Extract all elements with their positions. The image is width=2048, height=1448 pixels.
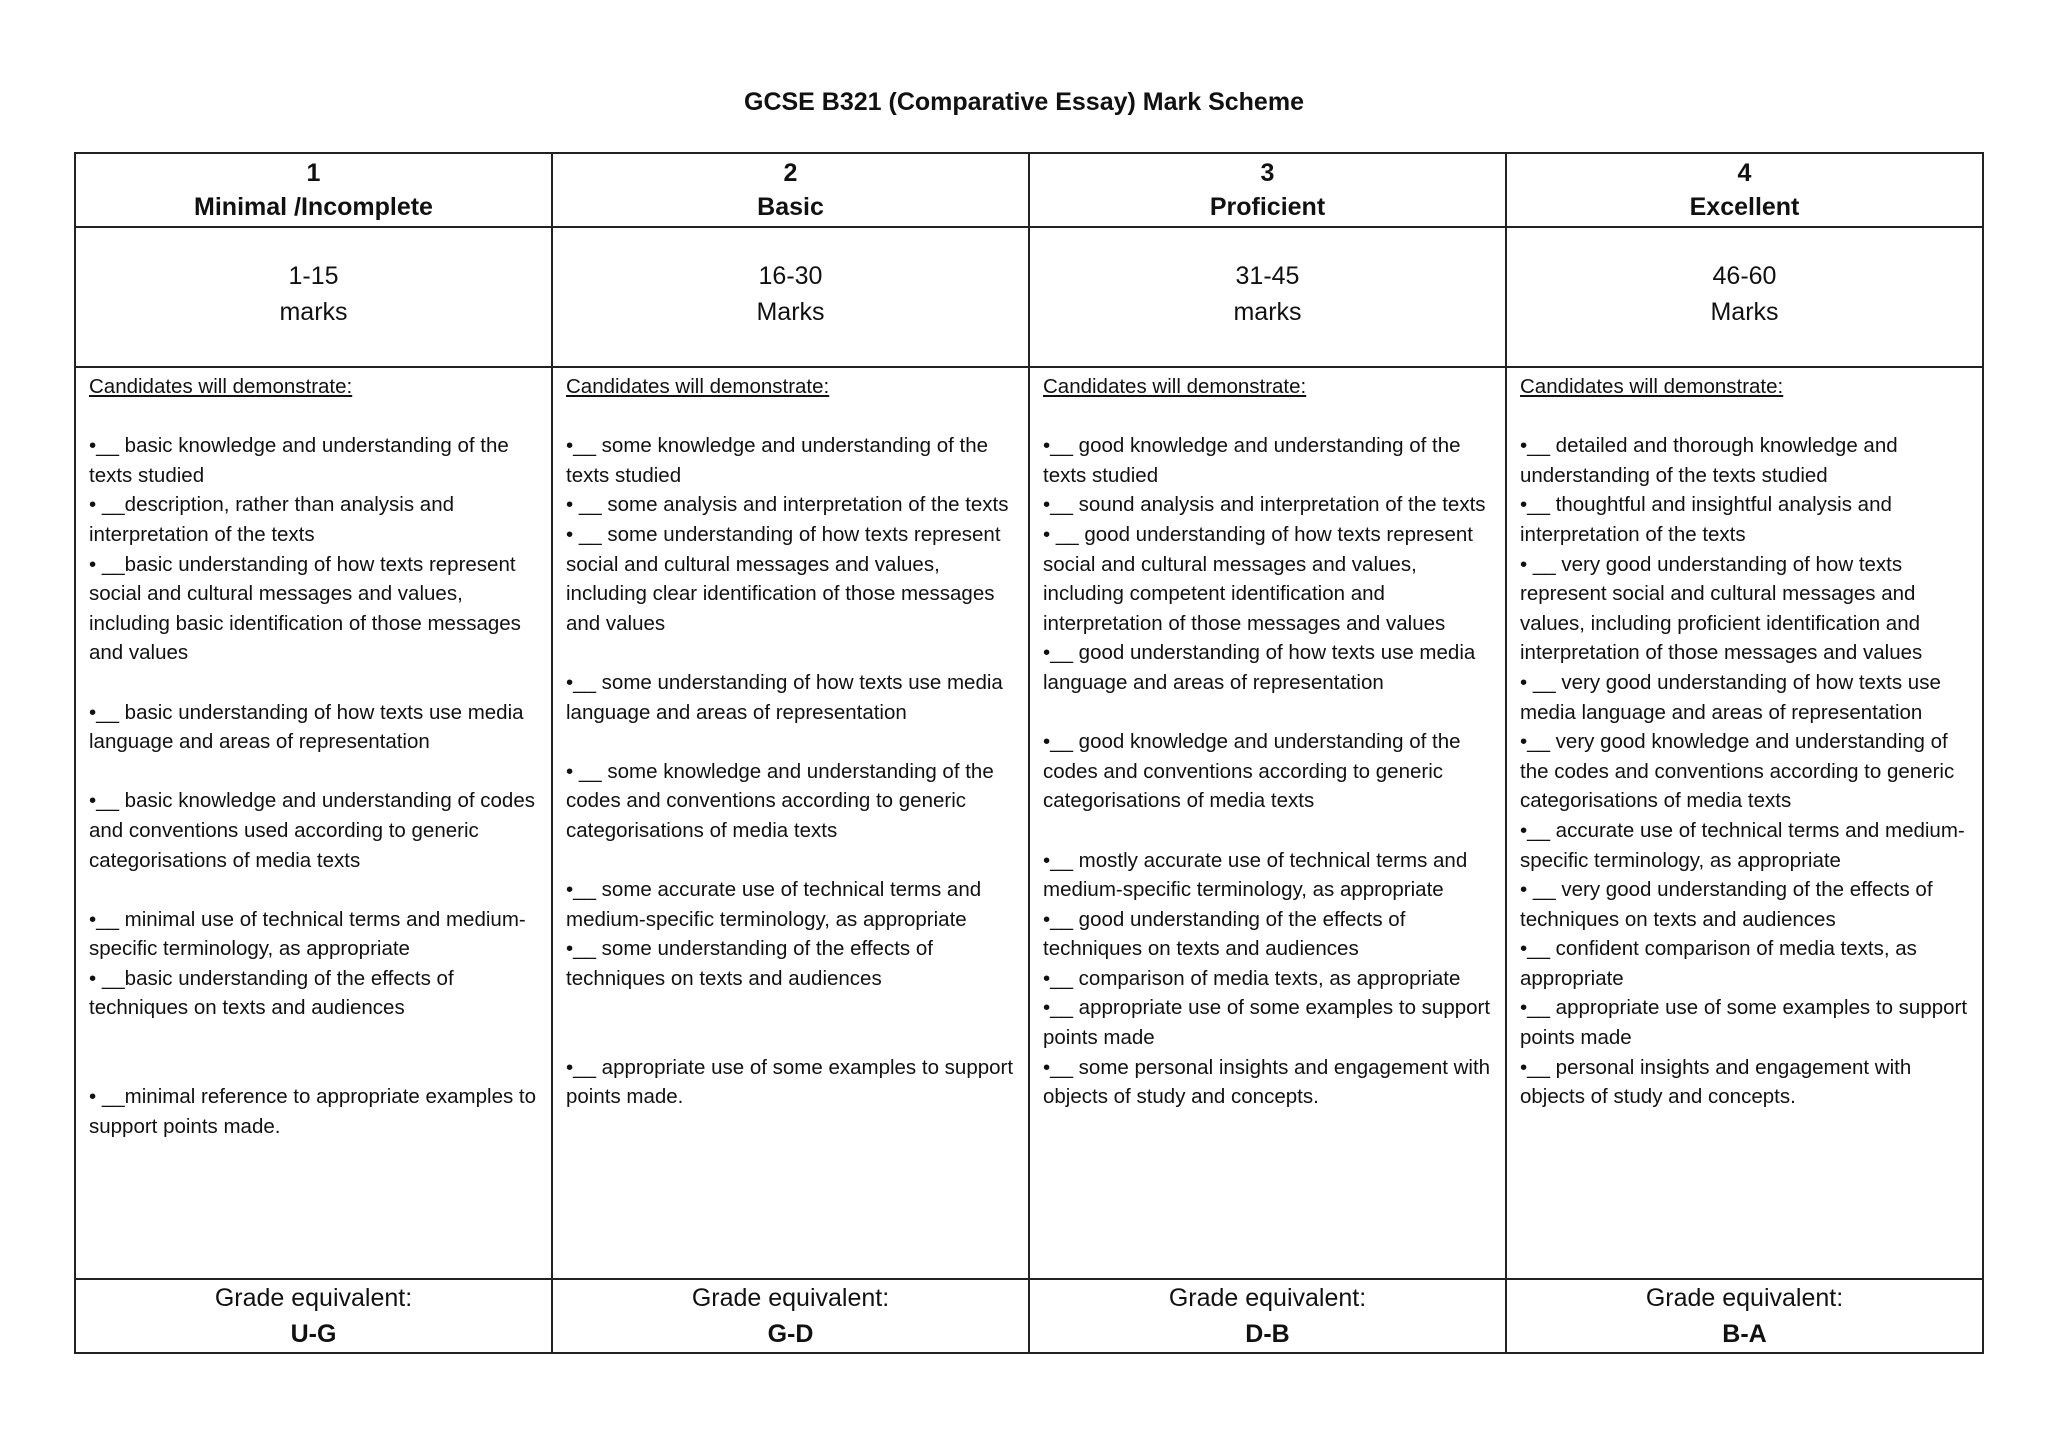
grade-cell-2	[552, 1279, 1029, 1353]
criterion: •__ basic knowledge and understanding of codes and conventions used according to generic categorisations of media texts	[89, 789, 535, 872]
criterion: •__ mostly accurate use of technical terms and medium-specific terminology, as appropriate	[1043, 848, 1468, 902]
criterion: •__ appropriate use of some examples to support points made	[1520, 996, 1968, 1050]
criterion: •__ confident comparison of media texts, as appropriate	[1520, 937, 1917, 990]
grade-value: B-A	[1722, 1320, 1767, 1348]
criterion: •__ sound analysis and interpretation of the texts	[1043, 493, 1486, 517]
grade-cell-3	[1029, 1279, 1506, 1353]
marks-row	[75, 227, 1983, 367]
criteria-cell	[552, 367, 1029, 1279]
criterion: •__ appropriate use of some examples to support points made.	[566, 1055, 1014, 1109]
criteria-spacer	[566, 846, 1016, 876]
level-number: 1	[306, 159, 321, 187]
criterion: •__ personal insights and engagement with objects of study and concepts.	[1520, 1055, 1912, 1109]
criteria-spacer	[89, 668, 539, 698]
level-number: 2	[783, 159, 798, 187]
criterion: • __basic understanding of how texts represent social and cultural messages and values, including basic identification of those messages and values	[89, 552, 521, 665]
marks-cell-2	[552, 227, 1029, 367]
criteria-cell	[75, 367, 552, 1279]
level-number: 3	[1260, 159, 1275, 187]
marks-cell-4	[1506, 227, 1983, 367]
marks-range: 16-30	[758, 262, 823, 290]
criteria-intro: Candidates will demonstrate:	[566, 375, 830, 398]
criterion: •__ good knowledge and understanding of the texts studied	[1043, 434, 1461, 487]
marks-word: Marks	[1710, 298, 1779, 326]
criteria-spacer	[89, 757, 539, 787]
level-name: Minimal /Incomplete	[194, 193, 433, 221]
criterion: •__ minimal use of technical terms and medium-specific terminology, as appropriate	[89, 907, 526, 961]
criterion: • __ some analysis and interpretation of the texts	[566, 493, 1009, 517]
grade-label: Grade equivalent:	[1168, 1284, 1367, 1312]
criterion: •__ some accurate use of technical terms and medium-specific terminology, as appropriate	[566, 878, 982, 931]
marks-range: 46-60	[1712, 262, 1777, 290]
criterion: •__ some personal insights and engagement with objects of study and concepts.	[1043, 1055, 1491, 1109]
criteria-spacer	[89, 1023, 539, 1053]
criteria-intro: Candidates will demonstrate:	[1043, 375, 1307, 398]
grade-cell-4	[1506, 1279, 1983, 1353]
marks-range: 31-45	[1235, 262, 1300, 290]
criteria-spacer	[89, 875, 539, 905]
criterion: •__ detailed and thorough knowledge and understanding of the texts studied	[1520, 434, 1898, 487]
criterion: • __ very good understanding of how texts represent social and cultural messages and values, including proficient identification and interpretation of those messages and values	[1520, 552, 1923, 665]
criteria-spacer	[566, 1023, 1016, 1053]
marks-word: marks	[279, 298, 348, 326]
criterion: • __ some understanding of how texts represent social and cultural messages and values, including clear identification of those messages and values	[566, 522, 1001, 635]
criteria-row	[75, 367, 1983, 1279]
criterion: • __ very good understanding of the effects of techniques on texts and audiences	[1520, 878, 1933, 931]
grade-label: Grade equivalent:	[1645, 1284, 1844, 1312]
level-header-4	[1506, 153, 1983, 227]
criterion: • __ some knowledge and understanding of the codes and conventions according to generic categorisations of media texts	[566, 759, 994, 842]
criterion: • __description, rather than analysis and interpretation of the texts	[89, 493, 455, 546]
marks-range: 1-15	[288, 262, 339, 290]
criterion: • __minimal reference to appropriate examples to support points made.	[89, 1085, 537, 1138]
level-header-2	[552, 153, 1029, 227]
criterion: •__ good knowledge and understanding of the codes and conventions according to generic categorisations of media texts	[1043, 730, 1461, 813]
criterion: •__ good understanding of how texts use media language and areas of representation	[1043, 641, 1476, 694]
level-header-1	[75, 153, 552, 227]
level-number: 4	[1737, 159, 1752, 187]
grade-label: Grade equivalent:	[691, 1284, 890, 1312]
criterion: •__ very good knowledge and understanding of the codes and conventions according to generic categorisations of media texts	[1520, 730, 1955, 813]
criterion: •__ basic understanding of how texts use media language and areas of representation	[89, 700, 524, 754]
level-name: Excellent	[1689, 193, 1800, 221]
criteria-spacer	[89, 1053, 539, 1083]
grade-label: Grade equivalent:	[214, 1284, 413, 1312]
criteria-cell	[1506, 367, 1983, 1279]
grade-value: U-G	[290, 1320, 337, 1348]
level-name: Basic	[757, 193, 824, 221]
level-name: Proficient	[1209, 193, 1326, 221]
criterion: •__ some knowledge and understanding of the texts studied	[566, 434, 989, 487]
criteria-spacer	[1043, 698, 1493, 728]
grade-value: D-B	[1245, 1320, 1290, 1348]
page-title: GCSE B321 (Comparative Essay) Mark Scheme	[744, 88, 1304, 116]
criterion: •__ some understanding of the effects of techniques on texts and audiences	[566, 937, 933, 990]
criterion: • __ very good understanding of how texts use media language and areas of representation	[1520, 670, 1941, 724]
criterion: •__ accurate use of technical terms and medium-specific terminology, as appropriate	[1520, 818, 1965, 872]
level-header-3	[1029, 153, 1506, 227]
criterion: • __ good understanding of how texts represent social and cultural messages and values, including competent identification and interpretation of those messages and values	[1043, 522, 1473, 635]
criterion: •__ comparison of media texts, as appropriate	[1043, 966, 1461, 990]
criteria-intro: Candidates will demonstrate:	[89, 375, 353, 398]
criteria-spacer	[566, 993, 1016, 1023]
marks-cell-1	[75, 227, 552, 367]
criterion: •__ good understanding of the effects of techniques on texts and audiences	[1043, 907, 1406, 961]
criteria-cell	[1029, 367, 1506, 1279]
grade-value: G-D	[767, 1320, 814, 1348]
marks-cell-3	[1029, 227, 1506, 367]
marks-word: marks	[1233, 298, 1302, 326]
criteria-spacer	[1043, 816, 1493, 846]
marks-word: Marks	[756, 298, 825, 326]
criterion: •__ some understanding of how texts use media language and areas of representation	[566, 670, 1003, 724]
criterion: •__ thoughtful and insightful analysis and interpretation of the texts	[1520, 493, 1892, 546]
criterion: •__ basic knowledge and understanding of the texts studied	[89, 434, 509, 487]
level-header-row	[75, 153, 1983, 227]
criterion: • __basic understanding of the effects of techniques on texts and audiences	[89, 966, 454, 1020]
grade-cell-1	[75, 1279, 552, 1353]
mark-scheme-table	[74, 152, 1984, 1354]
grade-row	[75, 1279, 1983, 1353]
criteria-intro: Candidates will demonstrate:	[1520, 375, 1784, 398]
criteria-spacer	[566, 727, 1016, 757]
criteria-spacer	[566, 638, 1016, 668]
criterion: •__ appropriate use of some examples to support points made	[1043, 996, 1491, 1050]
